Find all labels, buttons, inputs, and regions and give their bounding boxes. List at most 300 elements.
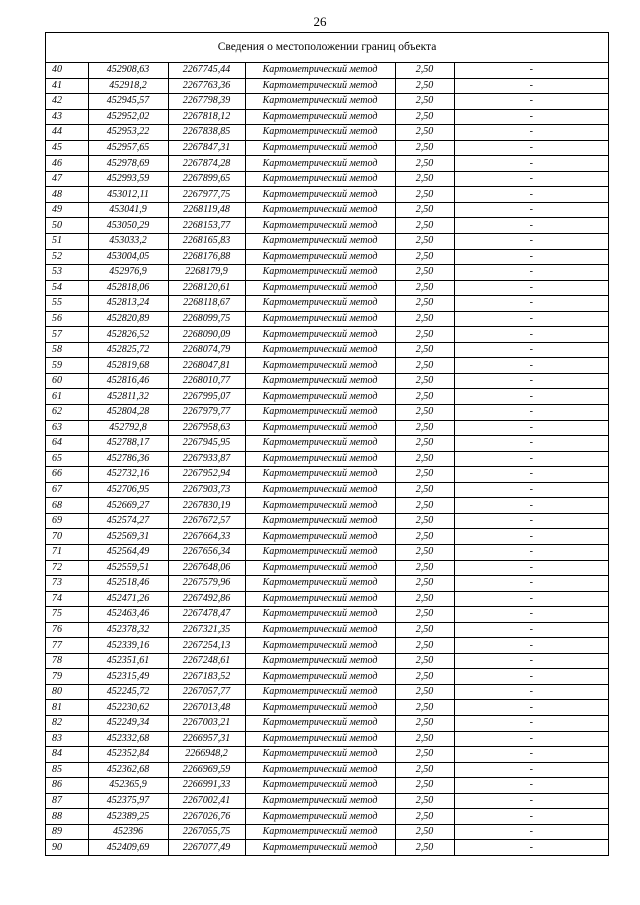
point-description: -	[454, 513, 608, 529]
coordinate-y: 2267903,73	[168, 482, 245, 498]
point-description: -	[454, 140, 608, 156]
coordinate-y: 2267979,77	[168, 405, 245, 421]
coordinate-y: 2267818,12	[168, 109, 245, 125]
table-row	[46, 342, 608, 358]
coordinate-y: 2268176,88	[168, 249, 245, 265]
point-number: 67	[46, 482, 88, 498]
table-row	[46, 576, 608, 592]
determination-method: Картометрический метод	[245, 280, 395, 296]
table-row	[46, 700, 608, 716]
accuracy: 2,50	[395, 436, 454, 452]
coordinate-x: 452706,95	[88, 482, 168, 498]
point-number: 62	[46, 405, 88, 421]
coordinate-x: 453033,2	[88, 234, 168, 250]
coordinate-y: 2267995,07	[168, 389, 245, 405]
coordinate-y: 2267933,87	[168, 451, 245, 467]
table-row	[46, 529, 608, 545]
coordinate-y: 2267002,41	[168, 793, 245, 809]
accuracy: 2,50	[395, 715, 454, 731]
coordinate-y: 2267847,31	[168, 140, 245, 156]
coordinate-x: 452518,46	[88, 576, 168, 592]
coordinate-y: 2267077,49	[168, 840, 245, 855]
table-row	[46, 467, 608, 483]
point-description: -	[454, 653, 608, 669]
coordinate-x: 452918,2	[88, 78, 168, 94]
point-number: 53	[46, 265, 88, 281]
coordinates-table-body	[46, 63, 608, 855]
coordinate-x: 452351,61	[88, 653, 168, 669]
table-row	[46, 607, 608, 623]
determination-method: Картометрический метод	[245, 498, 395, 514]
determination-method: Картометрический метод	[245, 700, 395, 716]
table-row	[46, 140, 608, 156]
coordinate-x: 452826,52	[88, 327, 168, 343]
point-description: -	[454, 824, 608, 840]
coordinate-y: 2268165,83	[168, 234, 245, 250]
coordinate-y: 2268047,81	[168, 358, 245, 374]
determination-method: Картометрический метод	[245, 684, 395, 700]
point-number: 81	[46, 700, 88, 716]
point-number: 65	[46, 451, 88, 467]
determination-method: Картометрический метод	[245, 311, 395, 327]
point-description: -	[454, 622, 608, 638]
coordinate-y: 2266991,33	[168, 778, 245, 794]
table-row	[46, 778, 608, 794]
coordinate-x: 452732,16	[88, 467, 168, 483]
accuracy: 2,50	[395, 311, 454, 327]
coordinate-y: 2267648,06	[168, 560, 245, 576]
determination-method: Картометрический метод	[245, 249, 395, 265]
point-description: -	[454, 156, 608, 172]
point-number: 74	[46, 591, 88, 607]
point-description: -	[454, 529, 608, 545]
accuracy: 2,50	[395, 793, 454, 809]
determination-method: Картометрический метод	[245, 622, 395, 638]
accuracy: 2,50	[395, 140, 454, 156]
point-description: -	[454, 747, 608, 763]
accuracy: 2,50	[395, 824, 454, 840]
determination-method: Картометрический метод	[245, 389, 395, 405]
determination-method: Картометрический метод	[245, 824, 395, 840]
coordinate-y: 2266948,2	[168, 747, 245, 763]
accuracy: 2,50	[395, 187, 454, 203]
accuracy: 2,50	[395, 840, 454, 855]
accuracy: 2,50	[395, 63, 454, 78]
table-row	[46, 793, 608, 809]
coordinate-y: 2267899,65	[168, 171, 245, 187]
accuracy: 2,50	[395, 94, 454, 110]
table-row	[46, 622, 608, 638]
table-row	[46, 358, 608, 374]
table-row	[46, 482, 608, 498]
point-number: 85	[46, 762, 88, 778]
point-number: 70	[46, 529, 88, 545]
determination-method: Картометрический метод	[245, 762, 395, 778]
page-number: 26	[313, 14, 327, 29]
accuracy: 2,50	[395, 342, 454, 358]
point-description: -	[454, 125, 608, 141]
point-description: -	[454, 296, 608, 312]
determination-method: Картометрический метод	[245, 171, 395, 187]
accuracy: 2,50	[395, 622, 454, 638]
accuracy: 2,50	[395, 373, 454, 389]
table-row	[46, 513, 608, 529]
accuracy: 2,50	[395, 576, 454, 592]
table-row	[46, 544, 608, 560]
point-description: -	[529, 841, 533, 853]
coordinate-x: 452332,68	[88, 731, 168, 747]
point-number: 61	[46, 389, 88, 405]
determination-method: Картометрический метод	[245, 467, 395, 483]
coordinate-x: 452976,9	[88, 265, 168, 281]
determination-method: Картометрический метод	[245, 778, 395, 794]
determination-method: Картометрический метод	[245, 529, 395, 545]
accuracy: 2,50	[395, 560, 454, 576]
coordinate-x: 453012,11	[88, 187, 168, 203]
point-number: 63	[46, 420, 88, 436]
determination-method: Картометрический метод	[245, 265, 395, 281]
table-row	[46, 653, 608, 669]
determination-method: Картометрический метод	[245, 405, 395, 421]
determination-method: Картометрический метод	[245, 63, 395, 78]
point-description: -	[454, 498, 608, 514]
table-row	[46, 436, 608, 452]
table-row	[46, 78, 608, 94]
determination-method: Картометрический метод	[245, 296, 395, 312]
point-description: -	[454, 234, 608, 250]
coordinate-x: 452811,32	[88, 389, 168, 405]
point-number: 55	[46, 296, 88, 312]
coordinate-x: 452249,34	[88, 715, 168, 731]
determination-method: Картометрический метод	[245, 669, 395, 685]
accuracy: 2,50	[395, 280, 454, 296]
coordinate-y: 2268153,77	[168, 218, 245, 234]
point-number: 49	[46, 202, 88, 218]
determination-method: Картометрический метод	[245, 544, 395, 560]
point-description: -	[454, 451, 608, 467]
table-row	[46, 296, 608, 312]
point-description: -	[454, 249, 608, 265]
coordinate-y: 2267003,21	[168, 715, 245, 731]
coordinate-y: 2267026,76	[168, 809, 245, 825]
coordinate-x: 452375,97	[88, 793, 168, 809]
point-number: 88	[46, 809, 88, 825]
point-description: -	[454, 715, 608, 731]
table-row	[46, 451, 608, 467]
determination-method: Картометрический метод	[245, 358, 395, 374]
table-row	[46, 327, 608, 343]
point-number: 76	[46, 622, 88, 638]
point-number: 40	[46, 63, 88, 78]
table-row	[46, 109, 608, 125]
coordinate-y: 2267248,61	[168, 653, 245, 669]
point-description: -	[454, 436, 608, 452]
accuracy: 2,50	[395, 405, 454, 421]
coordinate-y: 2268099,75	[168, 311, 245, 327]
determination-method: Картометрический метод	[245, 653, 395, 669]
point-number: 75	[46, 607, 88, 623]
determination-method: Картометрический метод	[245, 234, 395, 250]
coordinate-y: 2267958,63	[168, 420, 245, 436]
coordinate-y: 2266957,31	[168, 731, 245, 747]
coordinate-y: 2267830,19	[168, 498, 245, 514]
determination-method: Картометрический метод	[245, 451, 395, 467]
point-description: -	[454, 544, 608, 560]
coordinate-x: 452816,46	[88, 373, 168, 389]
table-row	[46, 684, 608, 700]
point-description: -	[454, 405, 608, 421]
determination-method: Картометрический метод	[245, 576, 395, 592]
table-row	[46, 420, 608, 436]
accuracy: 2,50	[395, 249, 454, 265]
determination-method: Картометрический метод	[245, 715, 395, 731]
determination-method: Картометрический метод	[245, 513, 395, 529]
point-number: 86	[46, 778, 88, 794]
accuracy: 2,50	[395, 78, 454, 94]
accuracy: 2,50	[395, 296, 454, 312]
determination-method: Картометрический метод	[245, 109, 395, 125]
table-row	[46, 171, 608, 187]
coordinate-x: 452792,8	[88, 420, 168, 436]
point-number: 46	[46, 156, 88, 172]
point-number: 66	[46, 467, 88, 483]
coordinate-y: 2267952,94	[168, 467, 245, 483]
coordinate-x: 452804,28	[88, 405, 168, 421]
determination-method: Картометрический метод	[245, 747, 395, 763]
point-number: 41	[46, 78, 88, 94]
accuracy: 2,50	[395, 420, 454, 436]
coordinate-y: 2267254,13	[168, 638, 245, 654]
table-row	[46, 311, 608, 327]
coordinate-x: 452396	[88, 824, 168, 840]
determination-method: Картометрический метод	[245, 793, 395, 809]
point-description: -	[454, 482, 608, 498]
point-number: 72	[46, 560, 88, 576]
table-row	[46, 762, 608, 778]
coordinate-x: 452786,36	[88, 451, 168, 467]
coordinate-y: 2268090,09	[168, 327, 245, 343]
point-description: -	[454, 467, 608, 483]
table-row	[46, 591, 608, 607]
point-number: 69	[46, 513, 88, 529]
point-description: -	[454, 63, 608, 78]
point-description: -	[454, 638, 608, 654]
point-description: -	[454, 311, 608, 327]
point-description: -	[454, 218, 608, 234]
coordinate-x: 452993,59	[88, 171, 168, 187]
coordinate-x: 452952,02	[88, 109, 168, 125]
point-number: 83	[46, 731, 88, 747]
table-row	[46, 747, 608, 763]
point-number: 58	[46, 342, 88, 358]
determination-method: Картометрический метод	[245, 638, 395, 654]
point-description: -	[454, 327, 608, 343]
coordinate-y: 2268120,61	[168, 280, 245, 296]
point-number: 51	[46, 234, 88, 250]
coordinate-y: 2267672,57	[168, 513, 245, 529]
coordinate-y: 2267874,28	[168, 156, 245, 172]
accuracy: 2,50	[395, 358, 454, 374]
accuracy: 2,50	[395, 513, 454, 529]
accuracy: 2,50	[395, 700, 454, 716]
point-description: -	[454, 560, 608, 576]
accuracy: 2,50	[395, 171, 454, 187]
coordinate-x: 452463,46	[88, 607, 168, 623]
table-row	[46, 560, 608, 576]
coordinate-x: 452957,65	[88, 140, 168, 156]
point-description: -	[454, 731, 608, 747]
coordinate-y: 2267057,77	[168, 684, 245, 700]
point-description: -	[454, 171, 608, 187]
point-description: -	[454, 280, 608, 296]
accuracy: 2,50	[395, 762, 454, 778]
coordinate-x: 452978,69	[88, 156, 168, 172]
point-number: 64	[46, 436, 88, 452]
accuracy: 2,50	[395, 218, 454, 234]
determination-method: Картометрический метод	[245, 94, 395, 110]
point-number: 77	[46, 638, 88, 654]
coordinate-x: 453041,9	[88, 202, 168, 218]
coordinate-x: 452818,06	[88, 280, 168, 296]
coordinate-x: 452574,27	[88, 513, 168, 529]
point-description: -	[454, 576, 608, 592]
coordinate-y: 2267321,35	[168, 622, 245, 638]
point-description: -	[454, 78, 608, 94]
coordinate-x: 453050,29	[88, 218, 168, 234]
table-row	[46, 405, 608, 421]
accuracy: 2,50	[395, 544, 454, 560]
accuracy: 2,50	[395, 467, 454, 483]
accuracy: 2,50	[395, 809, 454, 825]
coordinate-x: 452569,31	[88, 529, 168, 545]
coordinate-x: 452245,72	[88, 684, 168, 700]
table-row	[46, 389, 608, 405]
determination-method: Картометрический метод	[245, 342, 395, 358]
boundary-coordinates-section	[45, 32, 609, 856]
table-row	[46, 249, 608, 265]
coordinate-x: 452378,32	[88, 622, 168, 638]
point-number: 43	[46, 109, 88, 125]
coordinate-x: 452339,16	[88, 638, 168, 654]
determination-method: Картометрический метод	[245, 420, 395, 436]
point-number: 89	[46, 824, 88, 840]
point-description: -	[454, 187, 608, 203]
coordinate-y: 2266969,59	[168, 762, 245, 778]
coordinate-y: 2267492,86	[168, 591, 245, 607]
point-number: 80	[46, 684, 88, 700]
determination-method: Картометрический метод	[245, 187, 395, 203]
table-row	[46, 156, 608, 172]
point-number: 71	[46, 544, 88, 560]
coordinate-x: 452389,25	[88, 809, 168, 825]
point-number: 82	[46, 715, 88, 731]
determination-method: Картометрический метод	[245, 731, 395, 747]
point-description: -	[454, 778, 608, 794]
coordinate-x: 452315,49	[88, 669, 168, 685]
determination-method: Картометрический метод	[245, 202, 395, 218]
accuracy: 2,50	[395, 607, 454, 623]
determination-method: Картометрический метод	[245, 125, 395, 141]
point-description: -	[454, 389, 608, 405]
coordinate-x: 452362,68	[88, 762, 168, 778]
determination-method: Картометрический метод	[245, 373, 395, 389]
accuracy: 2,50	[395, 451, 454, 467]
accuracy: 2,50	[395, 731, 454, 747]
determination-method: Картометрический метод	[245, 218, 395, 234]
point-number: 68	[46, 498, 88, 514]
accuracy: 2,50	[395, 265, 454, 281]
point-description: -	[454, 669, 608, 685]
coordinate-y: 2267838,85	[168, 125, 245, 141]
accuracy: 2,50	[395, 498, 454, 514]
table-row	[46, 715, 608, 731]
point-description: -	[454, 420, 608, 436]
coordinate-y: 2268119,48	[168, 202, 245, 218]
table-row	[46, 125, 608, 141]
coordinate-x: 452230,62	[88, 700, 168, 716]
coordinate-x: 452409,69	[88, 840, 168, 855]
coordinate-x: 452471,26	[88, 591, 168, 607]
point-description: -	[454, 762, 608, 778]
coordinate-x: 452788,17	[88, 436, 168, 452]
determination-method: Картометрический метод	[245, 436, 395, 452]
accuracy: 2,50	[395, 125, 454, 141]
coordinate-y: 2268074,79	[168, 342, 245, 358]
determination-method: Картометрический метод	[245, 140, 395, 156]
point-number: 44	[46, 125, 88, 141]
point-description: -	[454, 684, 608, 700]
accuracy: 2,50	[395, 389, 454, 405]
accuracy: 2,50	[395, 327, 454, 343]
point-number: 47	[46, 171, 88, 187]
determination-method: Картометрический метод	[245, 156, 395, 172]
determination-method: Картометрический метод	[245, 482, 395, 498]
coordinate-x: 452945,57	[88, 94, 168, 110]
coordinate-x: 452820,89	[88, 311, 168, 327]
accuracy: 2,50	[395, 529, 454, 545]
point-number: 60	[46, 373, 88, 389]
point-description: -	[454, 373, 608, 389]
table-row	[46, 638, 608, 654]
point-number: 90	[46, 840, 88, 855]
coordinate-x: 452908,63	[88, 63, 168, 78]
coordinate-x: 453004,05	[88, 249, 168, 265]
section-title: Сведения о местоположении границ объекта	[46, 33, 608, 63]
coordinate-x: 452352,84	[88, 747, 168, 763]
point-number: 56	[46, 311, 88, 327]
coordinates-table	[46, 63, 608, 855]
coordinate-y: 2267183,52	[168, 669, 245, 685]
point-description: -	[454, 202, 608, 218]
point-description: -	[454, 265, 608, 281]
point-description: -	[454, 700, 608, 716]
determination-method: Картометрический метод	[245, 591, 395, 607]
accuracy: 2,50	[395, 591, 454, 607]
coordinate-y: 2267763,36	[168, 78, 245, 94]
coordinate-x: 452825,72	[88, 342, 168, 358]
coordinate-x: 452559,51	[88, 560, 168, 576]
determination-method: Картометрический метод	[245, 78, 395, 94]
point-number: 45	[46, 140, 88, 156]
point-description: -	[454, 793, 608, 809]
point-description: -	[454, 358, 608, 374]
point-number: 78	[46, 653, 88, 669]
coordinate-x: 452953,22	[88, 125, 168, 141]
point-description: -	[454, 809, 608, 825]
point-number: 54	[46, 280, 88, 296]
point-number: 57	[46, 327, 88, 343]
accuracy: 2,50	[395, 669, 454, 685]
